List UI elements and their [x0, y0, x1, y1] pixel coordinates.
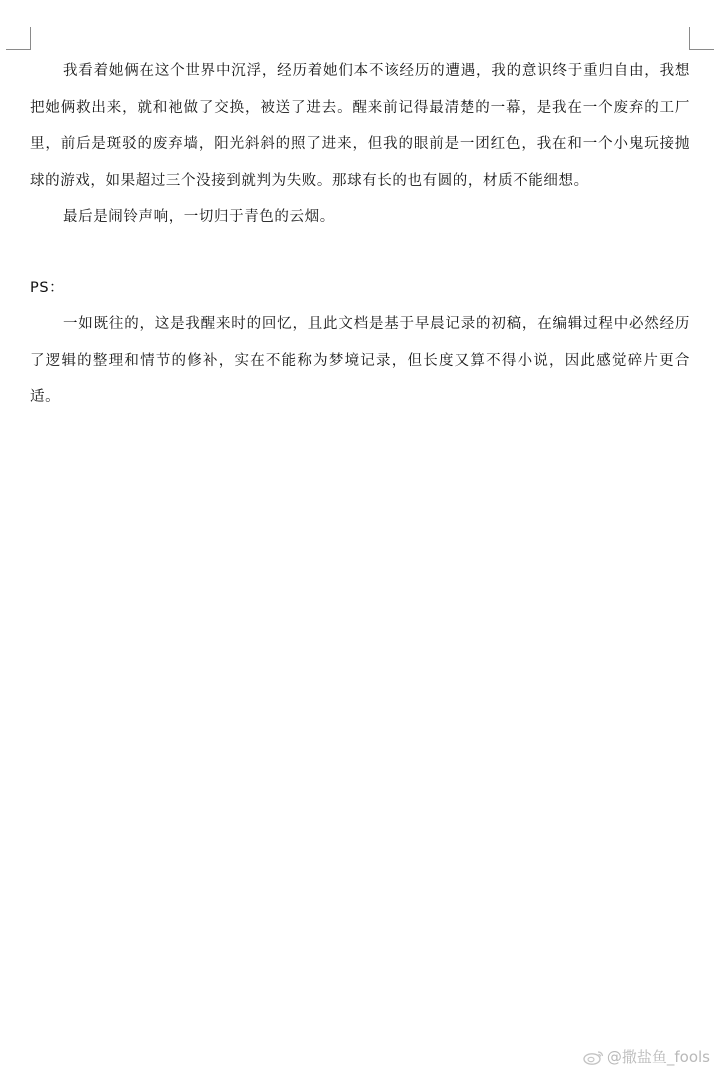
crop-mark-top-right: [689, 27, 714, 50]
document-body: [30, 53, 690, 416]
body-paragraph-1: 我看着她俩在这个世界中沉浮，经历着她们本不该经历的遭遇，我的意识终于重归自由，我想把她俩救出来，就和祂做了交换，被送了进去。醒来前记得最清楚的一幕，是我在一个废弃的工厂里，前后是斑驳的废弃墙，阳光斜斜的照了进来，但我的眼前是一团红色，我在和一个小鬼玩接抛球的游戏，如果超过三个没接到就判为失败。那球有长的也有圆的，材质不能细想。: [30, 63, 690, 189]
body-paragraph-2: 最后是闹铃声响，一切归于青色的云烟。: [63, 209, 335, 225]
ps-label: PS：: [30, 279, 65, 296]
ps-paragraph: 一如既往的，这是我醒来时的回忆，且此文档是基于早晨记录的初稿，在编辑过程中必然经历了逻辑的整理和情节的修补，实在不能称为梦境记录，但长度又算不得小说，因此感觉碎片更合适。: [30, 316, 690, 405]
watermark: [583, 1046, 710, 1067]
crop-mark-top-left: [6, 27, 31, 50]
weibo-icon: [583, 1049, 605, 1065]
blank-line: [30, 236, 690, 270]
watermark-text: @撒盐鱼_fools: [606, 1048, 710, 1066]
